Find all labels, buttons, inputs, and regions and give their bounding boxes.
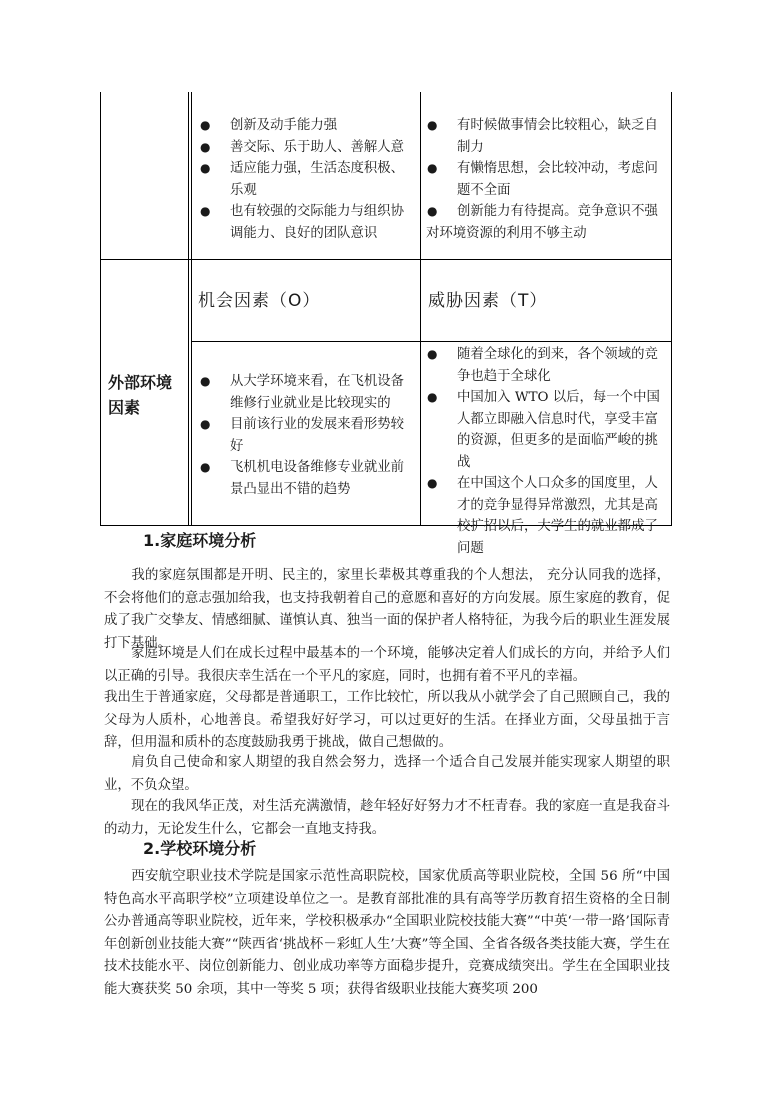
list-item: ● 也有较强的交际能力与组织协调能力、良好的团队意识 (199, 201, 417, 244)
table-divider-col1b (191, 92, 192, 526)
table-divider-col2 (420, 92, 421, 526)
bullet-icon: ● (427, 161, 438, 175)
table-divider-col1 (188, 92, 189, 526)
list-item: ● 有懒惰思想，会比较冲动，考虑问题不全面 (426, 158, 668, 201)
table-border-left (100, 92, 101, 526)
list-item: ● 目前该行业的发展来看形势较好 (199, 414, 417, 457)
bullet-icon: ● (200, 460, 211, 474)
family-paragraph-1: 我的家庭氛围都是开明、民主的，家里长辈极其尊重我的个人想法， 充分认同我的选择，不会将他们的意志强加给我，也支持我朝着自己的意愿和喜好的方向发展。原生家庭的教育，促成了我广交挚友、情感细腻、谨慎认真、独当一面的保护者人格特征，为我今后的职业生涯发展打下基础。 (104, 568, 670, 651)
opportunity-header: 机会因素（O） (198, 291, 321, 311)
bullet-icon: ● (200, 139, 211, 154)
list-item: ● 中国加入 WTO 以后，每一个中国人都立即融入信息时代，享受丰富的资源，但更多的是面临严峻的挑战 (426, 387, 668, 473)
bullet-icon: ● (200, 417, 211, 431)
bullet-icon: ● (427, 347, 438, 361)
list-item: ● 随着全球化的到来，各个领域的竞争也趋于全球化 (426, 344, 668, 387)
external-environment-label: 外部环境因素 (108, 373, 173, 417)
bullet-icon: ● (200, 204, 211, 218)
list-item: ● 从大学环境来看，在飞机设备维修行业就业是比较现实的 (199, 371, 417, 414)
list-item: ● 善交际、乐于助人、善解人意 (199, 137, 417, 159)
family-paragraph-2: 家庭环境是人们在成长过程中最基本的一个环境，能够决定着人们成长的方向，并给予人们以正确的引导。我很庆幸生活在一个平凡的家庭，同时，也拥有着不平凡的幸福。 (104, 646, 670, 684)
table-header-divider (191, 341, 672, 342)
weaknesses-cell (426, 115, 668, 244)
strengths-cell (199, 115, 417, 244)
bullet-icon: ● (427, 118, 438, 132)
threat-header: 威胁因素（T） (428, 291, 548, 311)
family-paragraph-3: 我出生于普通家庭，父母都是普通职工，工作比较忙，所以我从小就学会了自己照顾自己，我的父母为人质朴，心地善良。希望我好好学习，可以过更好的生活。在择业方面，父母虽拙于言辞，但用温和质朴的态度鼓励我勇于挑战，做自己想做的。 (104, 690, 670, 751)
list-item: ● 在中国这个人口众多的国度里，人才的竞争显得异常激烈，尤其是高校扩招以后，大学生的就业都成了问题 (426, 473, 668, 559)
family-paragraph-5: 现在的我风华正茂，对生活充满激情，趁年轻好好努力才不枉青春。我的家庭一直是我奋斗的动力，无论发生什么，它都会一直地支持我。 (104, 799, 670, 837)
threats-cell (426, 344, 668, 559)
weaknesses-list (426, 115, 668, 244)
bullet-icon: ● (200, 161, 211, 175)
list-item: ● 飞机机电设备维修专业就业前景凸显出不错的趋势 (199, 457, 417, 500)
bullet-icon: ● (200, 118, 211, 132)
list-item: ● 创新及动手能力强 (199, 115, 417, 137)
table-row-divider (100, 259, 672, 260)
family-section-title: 1.家庭环境分析 (143, 531, 257, 550)
bullet-icon: ● (200, 374, 211, 388)
list-item: ● 创新能力有待提高。竞争意识不强对环境资源的利用不够主动 (426, 201, 668, 244)
school-section-title: 2.学校环境分析 (143, 839, 257, 858)
bullet-icon: ● (427, 204, 438, 218)
opportunities-cell (199, 371, 417, 500)
threats-list (426, 344, 668, 559)
family-paragraph-4: 肩负自己使命和家人期望的我自然会努力，选择一个适合自己发展并能实现家人期望的职业，不负众望。 (104, 755, 670, 793)
table-border-right (671, 92, 672, 526)
bullet-icon: ● (427, 476, 438, 490)
strengths-list (199, 115, 417, 244)
list-item: ● 有时候做事情会比较粗心，缺乏自制力 (426, 115, 668, 158)
bullet-icon: ● (427, 390, 438, 404)
school-paragraph-1: 西安航空职业技术学院是国家示范性高职院校，国家优质高等职业院校，全国 56 所“中国特色高水平高职学校”立项建设单位之一。是教育部批准的具有高等学历教育招生资格的全日制公办普通高等职业院校，近年来，学校积极承办“全国职业院校技能大赛”“中英‘一带一路’国际青年创新创业技能大赛”“陕西省‘挑战杯－彩虹人生’大赛”等全国、全省各级各类技能大赛，学生在技术技能水平、岗位创新能力、创业成功率等方面稳步提升，竞赛成绩突出。学生在全国职业技能大赛获奖 50 余项，其中一等奖 5 项；获得省级职业技能大赛奖项 200 (104, 869, 670, 997)
opportunities-list (199, 371, 417, 500)
list-item: ● 适应能力强，生活态度积极、乐观 (199, 158, 417, 201)
